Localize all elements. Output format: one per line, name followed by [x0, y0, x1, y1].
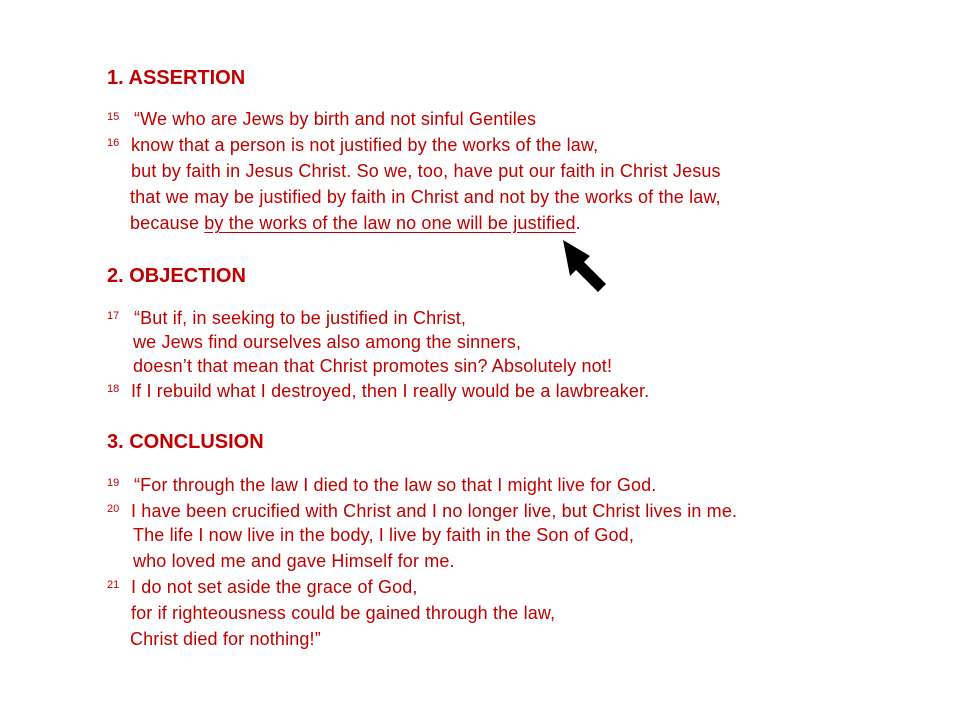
- underlined-key-phrase: by the works of the law no one will be justified: [204, 213, 576, 233]
- conclusion-line-1: “For through the law I died to the law so that I might live for God.: [134, 475, 657, 495]
- conclusion-line-2: I have been crucified with Christ and I no longer live, but Christ lives in me.: [131, 501, 738, 521]
- objection-line-2: we Jews find ourselves also among the sinners,: [133, 332, 522, 352]
- assertion-line-1: “We who are Jews by birth and not sinful Gentiles: [134, 109, 537, 129]
- heading-assertion: 1. ASSERTION: [107, 67, 246, 89]
- conclusion-line-7: Christ died for nothing!”: [130, 629, 321, 649]
- conclusion-line-4: who loved me and gave Himself for me.: [133, 551, 455, 571]
- arrow-up-left-icon: [552, 232, 612, 294]
- assertion-line-2: know that a person is not justified by the works of the law,: [131, 135, 599, 155]
- verse-number-16: 16: [107, 137, 120, 149]
- assertion-line-5: [130, 212, 581, 234]
- conclusion-line-6: for if righteousness could be gained through the law,: [131, 603, 556, 623]
- assertion-line-4: that we may be justified by faith in Christ and not by the works of the law,: [130, 187, 721, 207]
- assertion-line-5-suffix: .: [575, 213, 581, 233]
- verse-number-21: 21: [107, 579, 120, 591]
- conclusion-line-5: I do not set aside the grace of God,: [131, 577, 418, 597]
- verse-number-17: 17: [107, 310, 120, 322]
- heading-objection: 2. OBJECTION: [107, 265, 246, 287]
- verse-number-18: 18: [107, 383, 120, 395]
- conclusion-line-3: The life I now live in the body, I live by faith in the Son of God,: [133, 525, 634, 545]
- verse-number-19: 19: [107, 477, 120, 489]
- objection-line-4: If I rebuild what I destroyed, then I really would be a lawbreaker.: [131, 381, 650, 401]
- assertion-line-5-prefix: because: [130, 213, 205, 233]
- objection-line-3: doesn’t that mean that Christ promotes sin? Absolutely not!: [133, 356, 613, 376]
- objection-line-1: “But if, in seeking to be justified in Christ,: [134, 308, 467, 328]
- heading-conclusion: 3. CONCLUSION: [107, 431, 264, 453]
- verse-number-15: 15: [107, 111, 120, 123]
- assertion-line-3: but by faith in Jesus Christ. So we, too, have put our faith in Christ Jesus: [131, 161, 721, 181]
- verse-number-20: 20: [107, 503, 120, 515]
